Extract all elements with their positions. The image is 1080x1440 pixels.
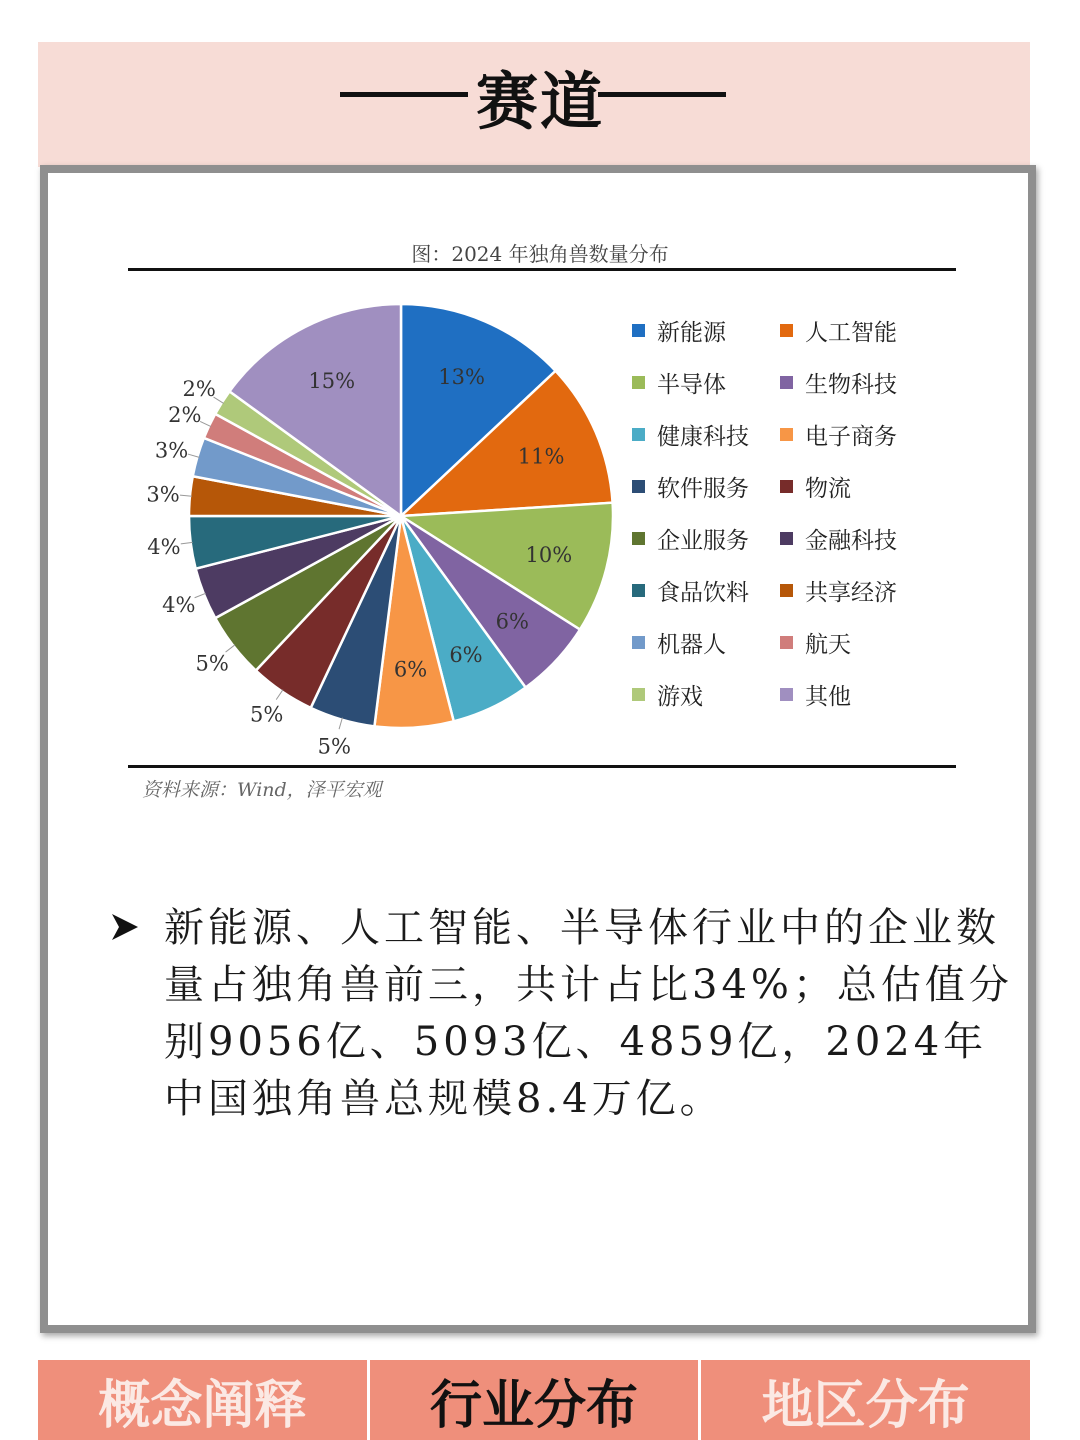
tab-region[interactable]: 地区分布 xyxy=(701,1360,1030,1440)
legend-swatch xyxy=(780,532,793,545)
pie-label-12: 3% xyxy=(146,482,180,507)
legend-label: 游戏 xyxy=(657,683,703,710)
legend-label: 航天 xyxy=(805,631,851,658)
legend-label: 其他 xyxy=(805,683,851,710)
legend-swatch xyxy=(632,584,645,597)
legend-label: 机器人 xyxy=(657,631,726,658)
pie-label-16: 15% xyxy=(308,368,356,393)
chart-top-rule xyxy=(128,268,956,271)
pie-label-10: 4% xyxy=(162,592,196,617)
legend-item xyxy=(780,520,897,556)
legend-item xyxy=(780,572,897,608)
page-title: 赛道 xyxy=(475,65,604,138)
pie-label-5: 6% xyxy=(449,643,483,668)
legend-item xyxy=(780,624,851,660)
legend-item xyxy=(632,520,749,556)
legend-label: 软件服务 xyxy=(657,475,749,502)
summary-text: 新能源、人工智能、半导体行业中的企业数量占独角兽前三，共计占比34%；总估值分别9056亿、5093亿、4859亿，2024年中国独角兽总规模8.4万亿。 xyxy=(164,905,1013,1122)
legend-swatch xyxy=(632,480,645,493)
legend-label: 物流 xyxy=(805,475,851,502)
legend-label: 共享经济 xyxy=(805,579,897,606)
chart-title: 图：2024 年独角兽数量分布 xyxy=(411,242,669,266)
legend-label: 食品饮料 xyxy=(657,579,749,606)
legend-swatch xyxy=(780,480,793,493)
legend-item xyxy=(632,572,749,608)
legend-item xyxy=(632,312,726,348)
legend-swatch xyxy=(780,376,793,389)
legend-item xyxy=(632,676,703,712)
legend-label: 人工智能 xyxy=(805,319,897,346)
legend-label: 电子商务 xyxy=(805,423,897,450)
legend-label: 企业服务 xyxy=(657,527,749,554)
legend-label: 金融科技 xyxy=(805,527,897,554)
legend-item xyxy=(632,364,726,400)
legend-swatch xyxy=(632,428,645,441)
pie-label-8: 5% xyxy=(249,702,284,727)
pie-chart xyxy=(146,290,630,759)
legend-label: 半导体 xyxy=(657,371,726,398)
pie-label-11: 4% xyxy=(147,534,181,559)
pie-label-3: 10% xyxy=(525,542,573,567)
tab-concept[interactable]: 概念阐释 xyxy=(38,1360,370,1440)
pie-label-2: 11% xyxy=(517,444,565,469)
tab-industry[interactable]: 行业分布 xyxy=(370,1360,702,1440)
legend-swatch xyxy=(780,688,793,701)
legend-label: 健康科技 xyxy=(657,423,749,450)
legend-item xyxy=(632,468,749,504)
legend-swatch xyxy=(780,324,793,337)
legend-swatch xyxy=(632,532,645,545)
legend-swatch xyxy=(780,584,793,597)
arrow-bullet-icon xyxy=(110,912,140,942)
legend-item xyxy=(632,416,749,452)
pie-label-14: 2% xyxy=(168,403,202,428)
legend-item xyxy=(780,676,851,712)
pie-label-1: 13% xyxy=(438,364,485,389)
legend-swatch xyxy=(780,428,793,441)
legend-swatch xyxy=(632,324,645,337)
legend-item xyxy=(780,416,897,452)
pie-label-13: 3% xyxy=(154,438,189,463)
bottom-tabs xyxy=(38,1360,1030,1440)
pie-label-15: 2% xyxy=(182,376,216,401)
legend-item xyxy=(780,312,897,348)
pie-label-9: 5% xyxy=(195,651,229,676)
legend-item xyxy=(632,624,726,660)
legend-item xyxy=(780,468,851,504)
pie-label-4: 6% xyxy=(495,609,529,634)
legend-swatch xyxy=(780,636,793,649)
legend-label: 生物科技 xyxy=(805,371,897,398)
chart-bottom-rule xyxy=(128,765,956,768)
pie-label-7: 5% xyxy=(317,734,351,759)
chart-source: 资料来源：Wind，泽平宏观 xyxy=(142,779,382,801)
legend-label: 新能源 xyxy=(657,319,726,346)
legend-swatch xyxy=(632,688,645,701)
legend-swatch xyxy=(632,636,645,649)
pie-label-6: 6% xyxy=(393,657,428,682)
legend-item xyxy=(780,364,897,400)
legend-swatch xyxy=(632,376,645,389)
